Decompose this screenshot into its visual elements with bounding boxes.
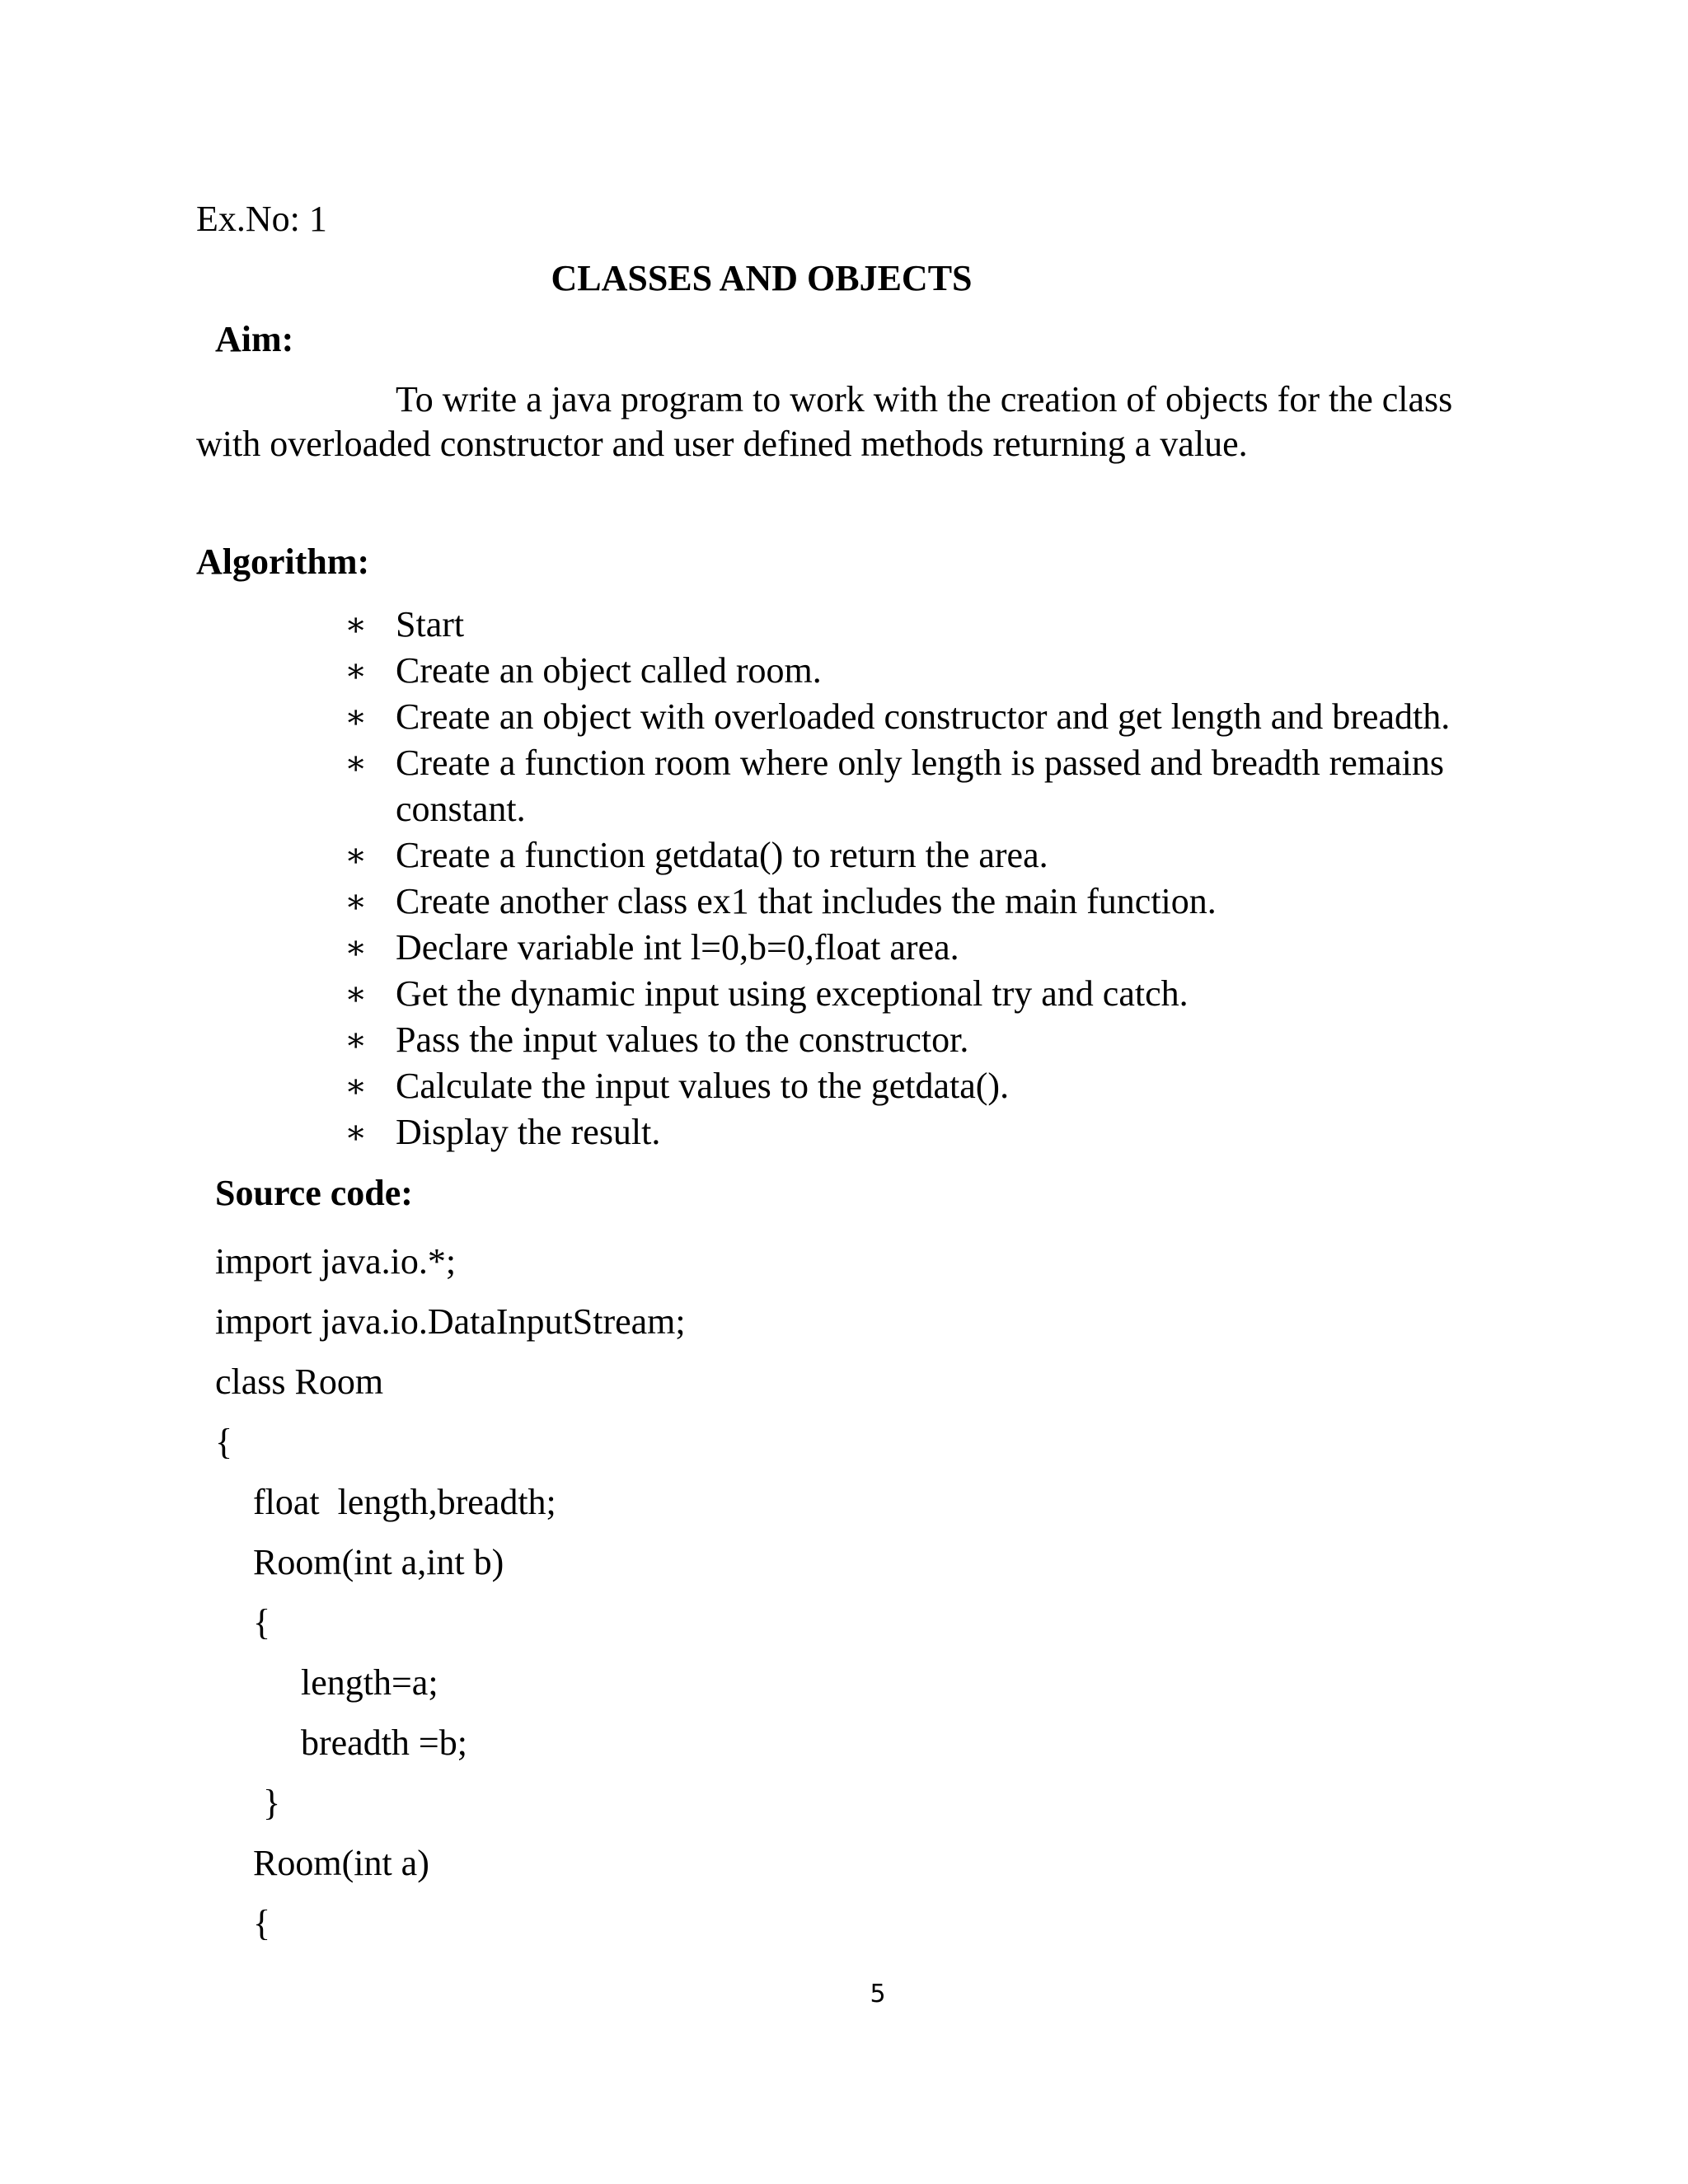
bullet-icon: ∗ [345, 698, 368, 735]
algorithm-step: ∗ Create another class ex1 that includes the main function. [338, 879, 1517, 925]
aim-line-2: with overloaded constructor and user defined methods returning a value. [196, 424, 1248, 464]
page-title: CLASSES AND OBJECTS [551, 258, 973, 298]
source-code-heading: Source code: [215, 1173, 413, 1213]
code-line: { [253, 1602, 271, 1643]
code-line: Room(int a,int b) [253, 1542, 504, 1582]
algorithm-step: ∗ Create a function room where only length is passed and breadth remains constant. [338, 740, 1517, 832]
algorithm-step: ∗ Create an object with overloaded constructor and get length and breadth. [338, 694, 1517, 740]
algorithm-step: ∗ Create a function getdata() to return the area. [338, 832, 1517, 879]
bullet-icon: ∗ [345, 837, 368, 874]
algorithm-step: ∗ Get the dynamic input using exceptional try and catch. [338, 971, 1517, 1017]
algorithm-step: ∗ Declare variable int l=0,b=0,float area. [338, 925, 1517, 971]
page-number: 5 [870, 1980, 886, 2008]
algorithm-step: ∗ Create an object called room. [338, 648, 1517, 694]
code-line: Room(int a) [253, 1843, 429, 1883]
code-line: import java.io.*; [215, 1241, 457, 1282]
algorithm-step: ∗ Display the result. [338, 1109, 1517, 1155]
code-line: breadth =b; [301, 1722, 467, 1763]
code-line: } [263, 1783, 281, 1823]
bullet-icon: ∗ [345, 744, 368, 781]
aim-paragraph [196, 377, 1531, 466]
bullet-icon: ∗ [345, 929, 368, 966]
algorithm-step: ∗ Pass the input values to the constructor. [338, 1017, 1517, 1063]
bullet-icon: ∗ [345, 606, 368, 643]
bullet-icon: ∗ [345, 1021, 368, 1058]
bullet-icon: ∗ [345, 1067, 368, 1104]
bullet-icon: ∗ [345, 652, 368, 689]
bullet-icon: ∗ [345, 975, 368, 1012]
code-line: length=a; [301, 1662, 438, 1703]
source-code-block [215, 1231, 686, 1953]
code-line: { [215, 1422, 233, 1462]
algorithm-steps [338, 602, 1517, 1155]
exercise-number: Ex.No: 1 [196, 199, 327, 239]
aim-line-1: To write a java program to work with the creation of objects for the class [396, 379, 1453, 419]
algorithm-step: ∗ Calculate the input values to the getdata(). [338, 1063, 1517, 1109]
bullet-icon: ∗ [345, 1113, 368, 1151]
bullet-icon: ∗ [345, 883, 368, 920]
code-line: import java.io.DataInputStream; [215, 1301, 686, 1342]
algorithm-step: ∗ Start [338, 602, 1517, 648]
aim-heading: Aim: [215, 319, 294, 359]
code-line: class Room [215, 1361, 384, 1402]
algorithm-heading: Algorithm: [196, 541, 370, 582]
code-line: float length,breadth; [253, 1482, 556, 1522]
code-line: { [253, 1903, 271, 1943]
